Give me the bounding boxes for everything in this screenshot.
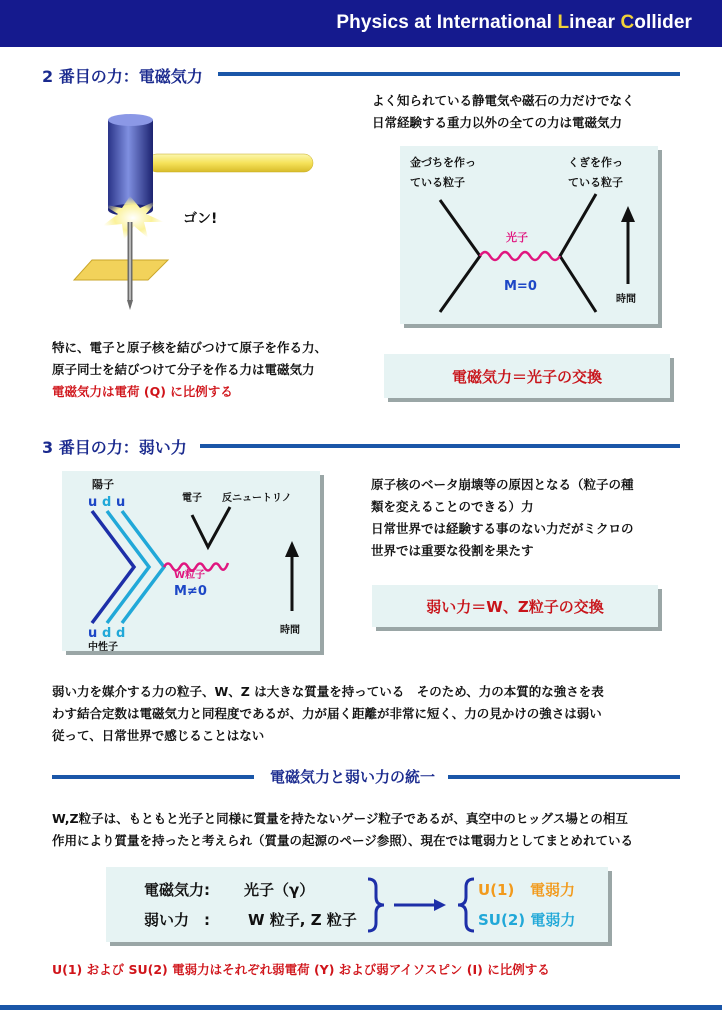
- diagram-left-label-line1: 金づちを作っ: [410, 156, 476, 169]
- section3-footnote: U(1) および SU(2) 電弱力はそれぞれ弱電荷 (Y) および弱アイソスピン (I) に比例する: [52, 962, 550, 977]
- impact-sound-label: ゴン!: [183, 211, 218, 227]
- section2-intro-line2: 類を変えることのできる）力: [371, 499, 534, 514]
- weak-force-callout: 弱い力＝W、Z粒子の交換: [372, 585, 658, 627]
- diagram-right-label-line2: ている粒子: [568, 176, 623, 189]
- time-arrow-icon: [621, 206, 635, 222]
- time-label: 時間: [616, 294, 636, 305]
- section2-body-line3: 従って、日常世界で感じることはない: [52, 728, 265, 743]
- section2-body-line2: わす結合定数は電磁気力と同程度であるが、力が届く距離が非常に短く、力の見かけの強さは弱い: [52, 706, 602, 721]
- em-force-callout: 電磁気力＝光子の交換: [384, 354, 670, 398]
- section2-body-line1: 弱い力を媒介する力の粒子、W、Z は大きな質量を持っている そのため、力の本質的な強さを表: [52, 684, 604, 699]
- section1-body-line2: 原子同士を結びつけて分子を作る力は電磁気力: [52, 362, 315, 377]
- box-row1-left: 電磁気力:: [144, 881, 210, 899]
- unification-arrow-graphic: [362, 873, 482, 937]
- footer-rule: [0, 1005, 722, 1010]
- header-bar: [0, 0, 722, 47]
- antineutrino-label: 反ニュートリノ: [222, 493, 292, 504]
- electron-label: 電子: [182, 493, 202, 504]
- unification-box: [106, 867, 608, 942]
- section3-body-line1: W,Z粒子は、もともと光子と同様に質量を持たないゲージ粒子であるが、真空中のヒッグス場との相互: [52, 811, 628, 826]
- photon-label: 光子: [506, 231, 528, 244]
- box-row2-right: W 粒子, Z 粒子: [248, 911, 357, 929]
- proton-label: 陽子: [92, 478, 114, 491]
- time-arrow-icon-2: [285, 541, 299, 557]
- section3-rule-left: [52, 775, 254, 779]
- proton-quark-2: d: [102, 495, 112, 510]
- section2-intro-line4: 世界では重要な役割を果たす: [371, 543, 534, 558]
- section1-title: 2 番目の力：電磁気力: [42, 67, 203, 86]
- quark-line-3: [122, 511, 164, 623]
- section2-intro-line3: 日常世界では経験する事のない力だがミクロの: [371, 521, 634, 536]
- beta-decay-diagram: [62, 471, 320, 651]
- box-row1-right: 光子（γ）: [244, 881, 315, 899]
- photon-wave: [480, 252, 560, 260]
- proton-quark-1: u: [88, 495, 98, 510]
- right-brace-icon: [368, 879, 384, 931]
- hammer-particle-line: [440, 200, 480, 312]
- arrow-right-icon: [434, 899, 446, 911]
- photon-mass-label: M=0: [504, 279, 537, 294]
- su2-electroweak-label: SU(2) 電弱力: [478, 911, 576, 929]
- section1-intro-line2: 日常経験する重力以外の全ての力は電磁気力: [372, 115, 623, 130]
- section2-title: 3 番目の力：弱い力: [42, 438, 187, 457]
- w-mass-label: M≠0: [174, 584, 207, 599]
- section3-title: 電磁気力と弱い力の統一: [270, 768, 436, 786]
- quark-line-1: [92, 511, 134, 623]
- diagram-left-label-line2: ている粒子: [410, 176, 465, 189]
- box-row2-left: 弱い力 :: [144, 911, 210, 929]
- left-brace-icon: [458, 879, 474, 931]
- proton-quark-3: u: [116, 495, 126, 510]
- neutron-quark-3: d: [116, 626, 126, 641]
- lepton-lines: [192, 507, 230, 547]
- section2-intro-line1: 原子核のベータ崩壊等の原因となる（粒子の種: [371, 477, 634, 492]
- time-label-2: 時間: [280, 625, 300, 636]
- nail-particle-line: [560, 194, 596, 312]
- neutron-quark-2: d: [102, 626, 112, 641]
- section1-body-line3: 電磁気力は電荷 (Q) に比例する: [52, 384, 233, 399]
- section2-rule: [200, 444, 680, 448]
- neutron-quark-1: u: [88, 626, 98, 641]
- section1-intro-line1: よく知られている静電気や磁石の力だけでなく: [372, 93, 635, 108]
- quark-line-2: [107, 511, 149, 623]
- header-title: Physics at International Linear Collider: [336, 12, 692, 33]
- neutron-label: 中性子: [88, 642, 118, 651]
- section3-rule-right: [448, 775, 680, 779]
- section3-body-line2: 作用により質量を持ったと考えられ（質量の起源のページ参照）、現在では電弱力としてまとめれている: [52, 833, 634, 848]
- diagram-right-label-line1: くぎを作っ: [568, 156, 623, 169]
- photon-exchange-diagram: [400, 146, 658, 324]
- w-boson-label: W粒子: [174, 570, 206, 581]
- u1-electroweak-label: U(1) 電弱力: [478, 881, 576, 899]
- section1-body-line1: 特に、電子と原子核を結びつけて原子を作る力、: [52, 340, 328, 355]
- section1-rule: [218, 72, 680, 76]
